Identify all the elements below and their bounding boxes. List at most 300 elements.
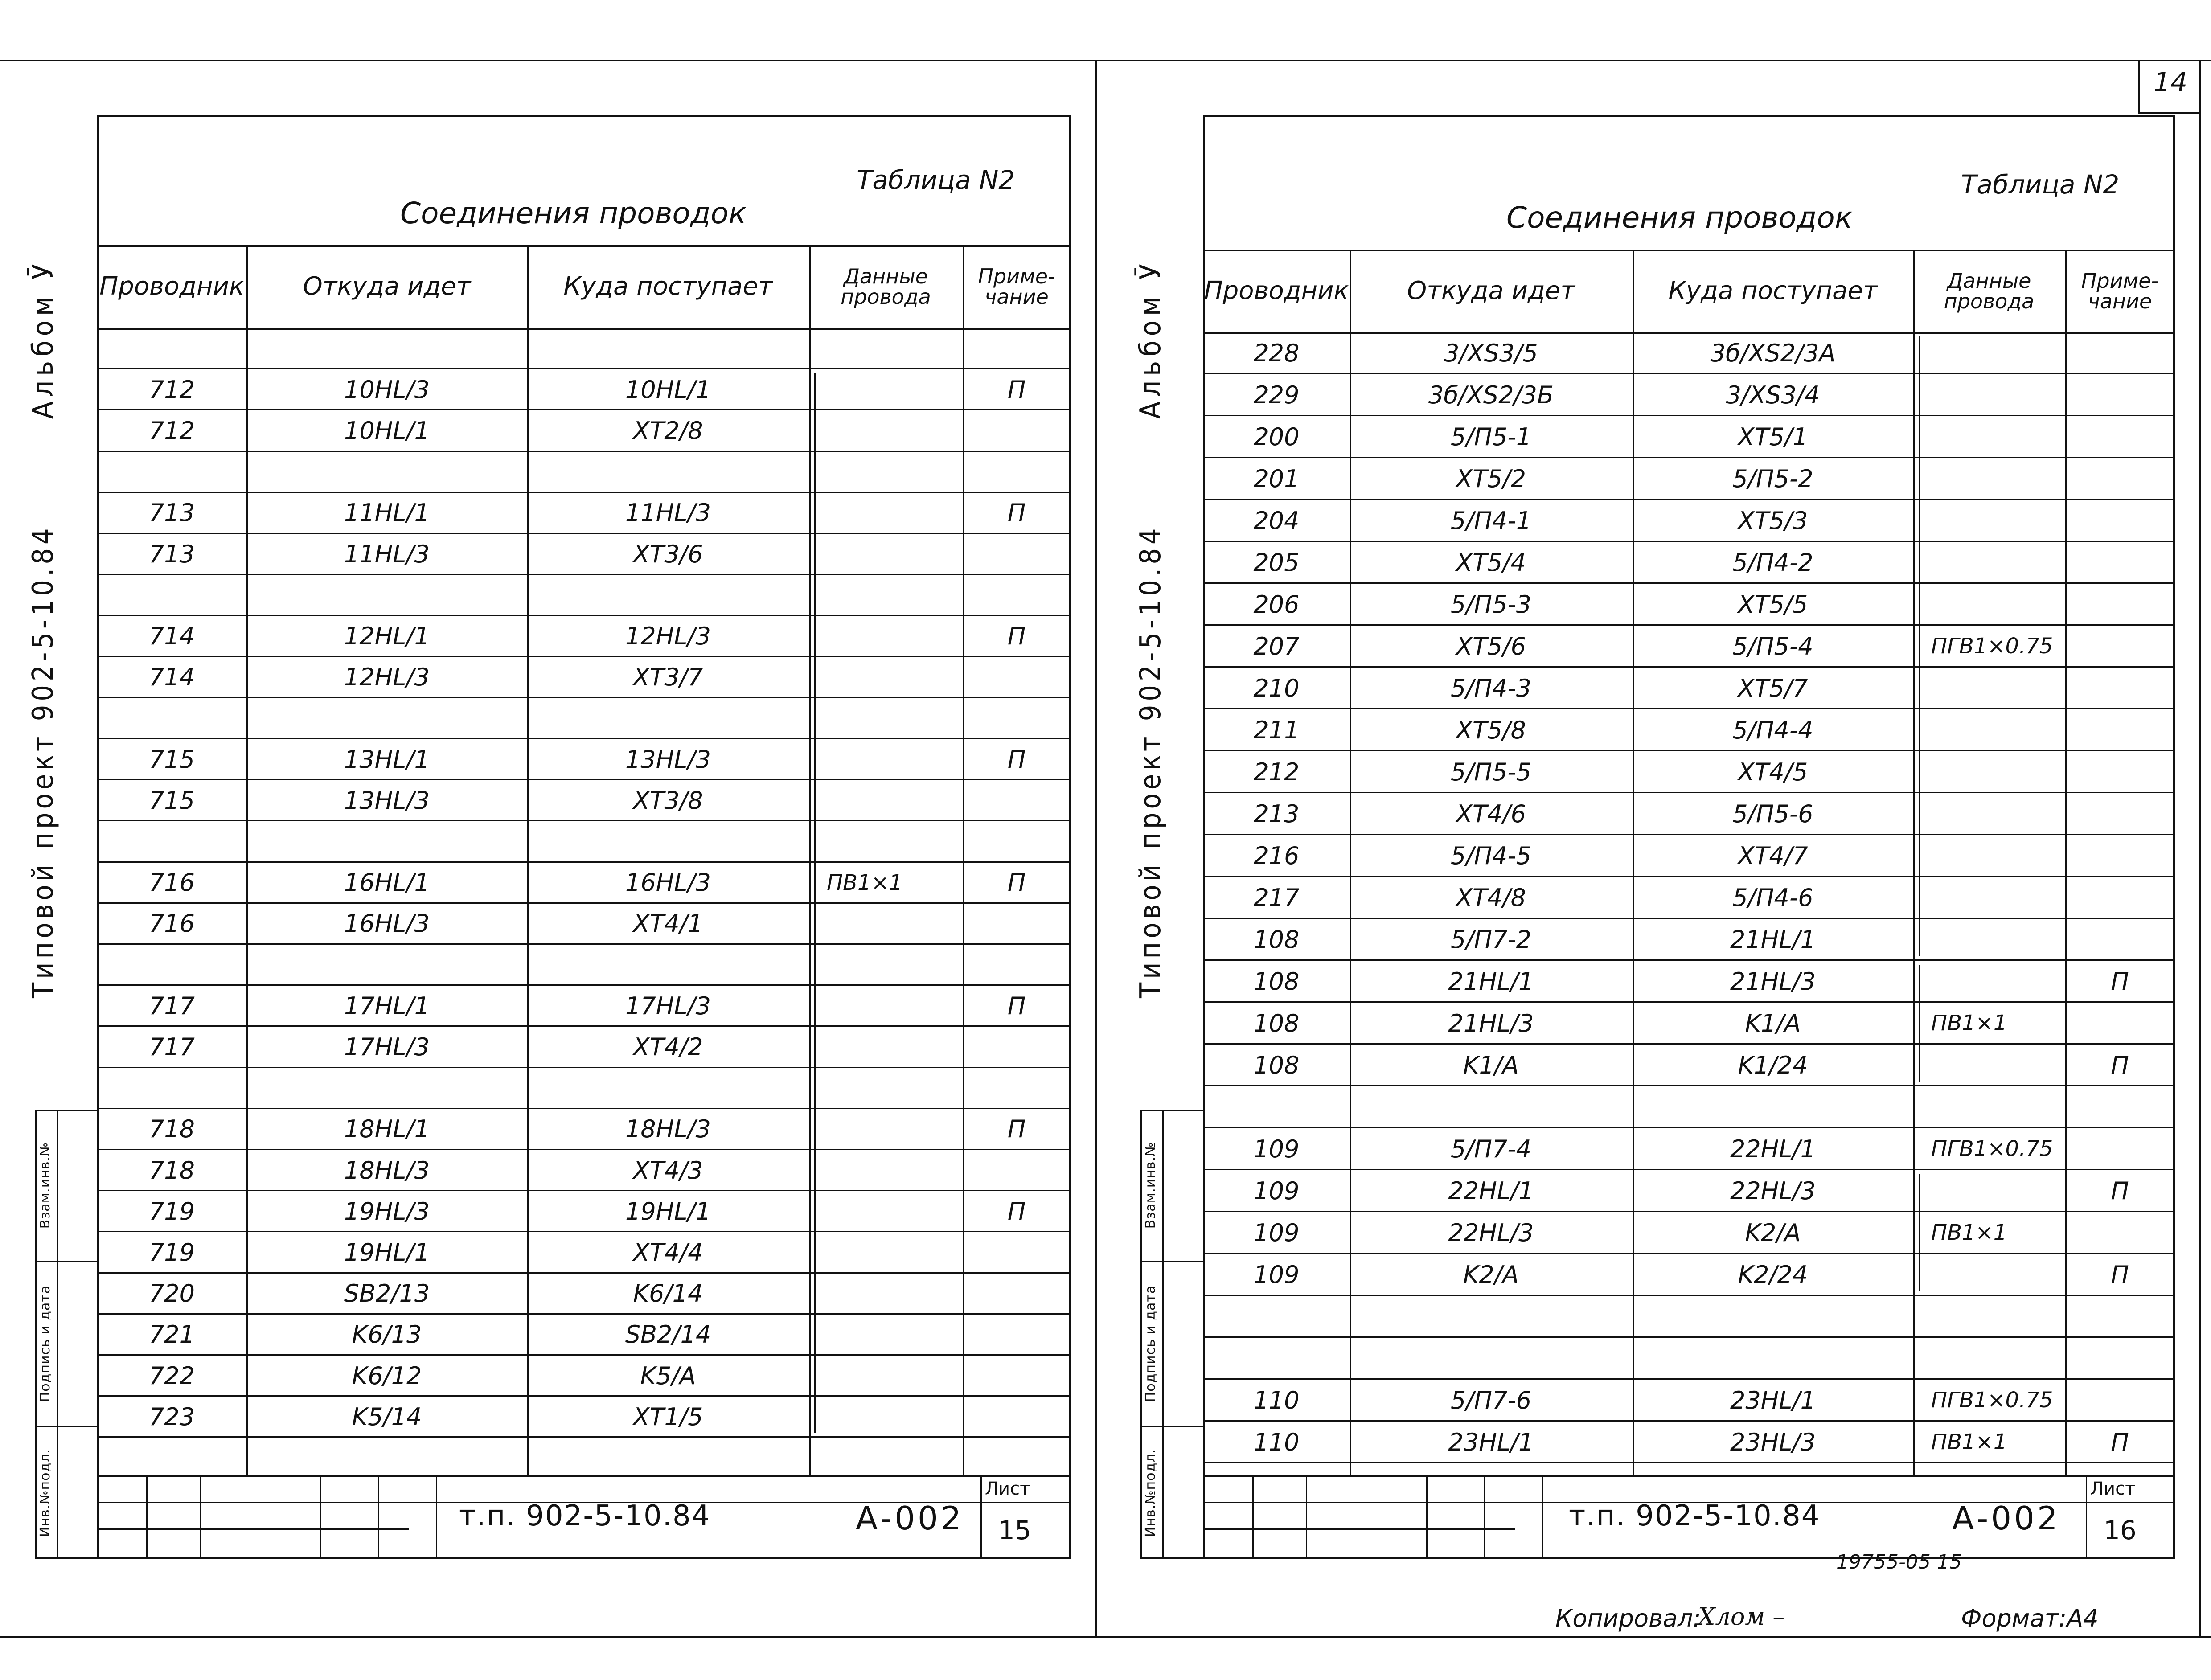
cell-wire: 109	[1253, 1176, 1300, 1205]
cell-data	[827, 739, 963, 780]
footer-cell-divider	[1252, 1475, 1254, 1557]
grouping-brace	[809, 373, 816, 1433]
sheet-code: А-002	[1952, 1500, 2060, 1537]
cell-from: 12HL/1	[344, 622, 430, 650]
cell-from: 10HL/1	[344, 416, 430, 445]
cell-data	[1931, 835, 2065, 877]
cell-data	[827, 1314, 963, 1355]
cell-wire: 110	[1253, 1386, 1300, 1414]
cell-to: 17HL/3	[625, 992, 711, 1020]
cell-from: 23HL/1	[1448, 1428, 1534, 1456]
cell-from: 5/П5-5	[1450, 758, 1532, 786]
cell-to: 22HL/3	[1730, 1176, 1816, 1205]
cell-data	[827, 657, 963, 698]
cell-note	[963, 698, 1071, 739]
footer-line	[97, 1528, 409, 1530]
table-number-label: Таблица N2	[1961, 169, 2120, 200]
table-title: Соединения проводок	[400, 196, 747, 230]
cell-from: 21HL/3	[1448, 1009, 1534, 1037]
cell-from	[1350, 1337, 1633, 1379]
cell-note	[963, 780, 1071, 821]
cell-to	[527, 698, 809, 739]
side-album-label: Альбом Ӯ	[27, 259, 60, 419]
cell-wire: 719	[148, 1197, 195, 1225]
cell-note	[2065, 541, 2175, 583]
cell-to: XT4/2	[633, 1033, 703, 1061]
footer-cell-divider	[320, 1475, 321, 1557]
cell-note: П	[1007, 499, 1026, 527]
cell-data: ПВ1×1	[827, 870, 903, 895]
column-header-1: Откуда идет	[303, 272, 471, 301]
cell-wire: 722	[148, 1361, 195, 1390]
cell-data	[827, 369, 963, 410]
side-project-label: Типовой проект 902-5-10.84	[1134, 524, 1167, 998]
stamp-divider	[35, 1110, 97, 1111]
cell-wire: 206	[1253, 590, 1300, 619]
cell-from	[246, 328, 527, 369]
stamp-inner	[1162, 1110, 1164, 1557]
cell-wire: 713	[148, 540, 195, 568]
cell-from: 11HL/1	[344, 499, 430, 527]
cell-from: XT4/8	[1456, 883, 1526, 912]
cell-note: П	[1007, 1115, 1026, 1143]
cell-to: 11HL/3	[625, 499, 711, 527]
cell-wire: 108	[1253, 1009, 1300, 1037]
cell-wire: 717	[148, 1033, 195, 1061]
cell-note	[963, 1314, 1071, 1355]
cell-data	[1931, 458, 2065, 500]
stamp-label: Инв.№подл.	[37, 1449, 53, 1537]
cell-from: 18HL/1	[344, 1115, 430, 1143]
cell-to: 5/П5-2	[1732, 464, 1813, 493]
cell-data	[827, 1109, 963, 1150]
side-project-label: Типовой проект 902-5-10.84	[27, 524, 60, 998]
sheet-label: Лист	[985, 1479, 1030, 1499]
doc-code: т.п. 902-5-10.84	[459, 1500, 711, 1532]
cell-from: K2/А	[1463, 1260, 1519, 1289]
footer-cell-divider	[146, 1475, 148, 1557]
cell-data	[1931, 960, 2065, 1002]
cell-note	[963, 1026, 1071, 1067]
cell-to: XT5/5	[1738, 590, 1808, 619]
cell-note	[2065, 1212, 2175, 1254]
cell-note	[2065, 500, 2175, 541]
cell-wire: 716	[148, 869, 195, 897]
cell-note: П	[2111, 1051, 2129, 1079]
cell-from: 3/XS3/5	[1444, 339, 1538, 367]
cell-note	[963, 410, 1071, 451]
cell-wire: 712	[148, 375, 195, 404]
cell-wire: 717	[148, 992, 195, 1020]
cell-to	[527, 1068, 809, 1109]
cell-data	[1931, 1086, 2065, 1128]
cell-to: SB2/14	[625, 1320, 711, 1349]
cell-wire: 723	[148, 1402, 195, 1431]
cell-to: XT1/5	[633, 1402, 703, 1431]
cell-wire: 721	[148, 1320, 195, 1349]
cell-note	[2065, 1086, 2175, 1128]
cell-data	[1931, 751, 2065, 793]
column-header-0: Проводник	[1204, 276, 1349, 305]
cell-wire: 108	[1253, 1051, 1300, 1079]
cell-wire: 108	[1253, 925, 1300, 954]
cell-from: K1/А	[1463, 1051, 1519, 1079]
cell-from: XT5/8	[1456, 716, 1526, 744]
cell-from: 5/П4-1	[1450, 506, 1532, 535]
cell-from	[246, 574, 527, 615]
cell-wire: 109	[1253, 1218, 1300, 1247]
cell-from: K5/14	[352, 1402, 422, 1431]
cell-from: 22HL/3	[1448, 1218, 1534, 1247]
footer-line	[1203, 1528, 1515, 1530]
cell-to: 5/П4-4	[1732, 716, 1813, 744]
cell-to: K6/14	[633, 1279, 703, 1308]
cell-note	[2065, 835, 2175, 877]
cell-note: П	[2111, 1428, 2129, 1456]
column-header-1: Откуда идет	[1407, 276, 1575, 305]
footer-sheet-label-line	[2086, 1502, 2157, 1503]
cell-note	[2065, 1295, 2175, 1337]
cell-from: 22HL/1	[1448, 1176, 1534, 1205]
table-number-label: Таблица N2	[857, 165, 1015, 195]
cell-note	[2065, 709, 2175, 751]
cell-to: K1/А	[1745, 1009, 1801, 1037]
stamp-divider	[1140, 1426, 1203, 1427]
cell-data	[1931, 1170, 2065, 1212]
sheet-center-fold	[1095, 60, 1097, 1637]
stamp-divider	[1140, 1110, 1203, 1111]
cell-wire	[97, 328, 246, 369]
cell-wire: 719	[148, 1238, 195, 1266]
footer-cell-divider	[378, 1475, 379, 1557]
cell-data	[1931, 374, 2065, 416]
column-header-3: Данные провода	[1944, 268, 2035, 313]
cell-from: 16HL/1	[344, 869, 430, 897]
cell-from: 13HL/1	[344, 745, 430, 774]
cell-wire: 211	[1253, 716, 1300, 744]
cell-wire: 212	[1253, 758, 1300, 786]
cell-wire: 715	[148, 786, 195, 815]
cell-from: 5/П7-6	[1450, 1386, 1532, 1414]
cell-to: 12HL/3	[625, 622, 711, 650]
stamp-bottom	[1140, 1557, 1203, 1559]
cell-wire: 210	[1253, 674, 1300, 702]
cell-from: 11HL/3	[344, 540, 430, 568]
cell-note: П	[1007, 622, 1026, 650]
cell-data	[827, 944, 963, 985]
cell-to: 22HL/1	[1730, 1135, 1816, 1163]
cell-data: ПВ1×1	[1931, 1220, 2007, 1245]
footer-cell-divider	[1306, 1475, 1307, 1557]
cell-from: 5/П7-4	[1450, 1135, 1532, 1163]
cell-data	[1931, 500, 2065, 541]
cell-note	[2065, 793, 2175, 835]
stamp-divider	[35, 1426, 97, 1427]
frame-top	[97, 115, 1071, 117]
cell-data	[827, 533, 963, 574]
cell-data	[827, 451, 963, 492]
frame-top	[1203, 115, 2175, 117]
cell-note	[963, 1396, 1071, 1437]
cell-from: 12HL/3	[344, 663, 430, 692]
cell-from: 17HL/1	[344, 992, 430, 1020]
cell-data	[1931, 1295, 2065, 1337]
cell-note	[2065, 877, 2175, 918]
cell-wire	[1203, 1295, 1350, 1337]
cell-from: 21HL/1	[1448, 967, 1534, 996]
cell-wire: 110	[1253, 1428, 1300, 1456]
cell-data	[1931, 1044, 2065, 1086]
stamp-divider	[1140, 1261, 1203, 1262]
cell-data	[1931, 709, 2065, 751]
cell-wire: 205	[1253, 548, 1300, 577]
cell-note	[963, 903, 1071, 944]
cell-wire: 716	[148, 910, 195, 938]
sheet-top-border	[0, 60, 2211, 61]
grouping-brace	[1913, 965, 1920, 1082]
cell-to	[1633, 1086, 1913, 1128]
cell-data	[1931, 1254, 2065, 1295]
cell-wire: 108	[1253, 967, 1300, 996]
cell-to: 23HL/3	[1730, 1428, 1816, 1456]
cell-from: XT4/6	[1456, 799, 1526, 828]
cell-to	[527, 451, 809, 492]
cell-to	[1633, 1295, 1913, 1337]
stamp-label: Подпись и дата	[1143, 1285, 1158, 1402]
cell-note	[963, 1232, 1071, 1273]
footer-sheet-divider	[980, 1475, 982, 1557]
sheet-right-border	[2199, 60, 2201, 1637]
cell-note: П	[1007, 992, 1026, 1020]
cell-to: 5/П5-4	[1732, 632, 1813, 660]
cell-data: ПВ1×1	[1931, 1011, 2007, 1036]
cell-data: ПВ1×1	[1931, 1430, 2007, 1455]
cell-note	[963, 821, 1071, 862]
cell-data	[1931, 583, 2065, 625]
format-label: Формат:А4	[1961, 1604, 2099, 1632]
cell-data	[827, 780, 963, 821]
cell-data	[827, 1068, 963, 1109]
cell-note: П	[1007, 745, 1026, 774]
stamp-label: Инв.№подл.	[1143, 1449, 1158, 1537]
cell-data	[827, 574, 963, 615]
cell-note	[963, 657, 1071, 698]
cell-note: П	[1007, 869, 1026, 897]
cell-data	[827, 1396, 963, 1437]
footer-top-line	[1203, 1475, 2175, 1477]
cell-to: XT5/1	[1738, 422, 1808, 451]
column-header-4: Приме-чание	[978, 264, 1055, 309]
cell-from: 5/П5-3	[1450, 590, 1532, 619]
cell-from: 19HL/3	[344, 1197, 430, 1225]
cell-data	[827, 410, 963, 451]
grouping-brace	[1913, 1174, 1920, 1291]
cell-to: 3/XS3/4	[1726, 381, 1820, 409]
cell-data	[827, 821, 963, 862]
cell-from: 5/П7-2	[1450, 925, 1532, 954]
cell-from: SB2/13	[344, 1279, 430, 1308]
stamp-left	[1140, 1110, 1142, 1557]
footer-cell-divider	[436, 1475, 437, 1557]
cell-data	[827, 985, 963, 1026]
cell-note	[2065, 918, 2175, 960]
cell-note	[2065, 583, 2175, 625]
stamp-label: Подпись и дата	[37, 1285, 53, 1402]
cell-data	[827, 1232, 963, 1273]
cell-note	[2065, 625, 2175, 667]
cell-wire: 718	[148, 1156, 195, 1184]
cell-from	[246, 451, 527, 492]
cell-from	[1350, 1295, 1633, 1337]
sheet-page-number: 15	[998, 1515, 1031, 1545]
cell-to: XT3/6	[633, 540, 703, 568]
cell-data	[1931, 667, 2065, 709]
cell-wire	[97, 1068, 246, 1109]
cell-to: K5/A	[640, 1361, 696, 1390]
cell-from: XT5/4	[1456, 548, 1526, 577]
cell-data	[827, 492, 963, 533]
cell-note	[963, 944, 1071, 985]
cell-wire	[97, 698, 246, 739]
cell-to: K2/24	[1738, 1260, 1808, 1289]
stamp-label: Взам.инв.№	[1143, 1142, 1158, 1229]
cell-wire: 715	[148, 745, 195, 774]
doc-code: т.п. 902-5-10.84	[1569, 1500, 1821, 1532]
sheet-label: Лист	[2090, 1479, 2136, 1499]
cell-note	[963, 451, 1071, 492]
cell-to: XT3/7	[633, 663, 703, 692]
footer-cell-divider	[1542, 1475, 1543, 1557]
cell-note	[2065, 1128, 2175, 1170]
cell-to: K2/А	[1745, 1218, 1801, 1247]
cell-note	[2065, 458, 2175, 500]
cell-to	[527, 821, 809, 862]
cell-from: 5/П4-5	[1450, 841, 1532, 870]
cell-data	[827, 1191, 963, 1232]
cell-to: XT4/7	[1738, 841, 1808, 870]
cell-from: 18HL/3	[344, 1156, 430, 1184]
cell-wire: 718	[148, 1115, 195, 1143]
cell-to	[527, 944, 809, 985]
sheet-number-box-left	[2138, 60, 2140, 113]
cell-to: K1/24	[1738, 1051, 1808, 1079]
column-header-2: Куда поступает	[1668, 276, 1878, 305]
column-header-0: Проводник	[99, 272, 244, 301]
cell-data	[827, 328, 963, 369]
cell-note	[963, 533, 1071, 574]
cell-to: 18HL/3	[625, 1115, 711, 1143]
cell-wire: 714	[148, 622, 195, 650]
footer-cell-divider	[1484, 1475, 1485, 1557]
cell-wire	[97, 574, 246, 615]
cell-data	[1931, 416, 2065, 458]
footer-cell-divider	[1426, 1475, 1428, 1557]
cell-data	[1931, 793, 2065, 835]
cell-data	[1931, 877, 2065, 918]
cell-note: П	[1007, 1197, 1026, 1225]
cell-data	[827, 1273, 963, 1314]
order-number: 19755-05 15	[1836, 1551, 1962, 1573]
copied-signature: Хлом –	[1698, 1602, 1785, 1631]
sheet-code: А-002	[856, 1500, 964, 1537]
cell-to: XT4/4	[633, 1238, 703, 1266]
cell-from: 3б/XS2/3Б	[1428, 381, 1554, 409]
cell-note	[2065, 374, 2175, 416]
cell-wire: 216	[1253, 841, 1300, 870]
footer-cell-divider	[200, 1475, 201, 1557]
stamp-label: Взам.инв.№	[37, 1142, 53, 1229]
cell-data: ПГВ1×0.75	[1931, 1136, 2053, 1161]
side-album-label: Альбом Ӯ	[1134, 259, 1167, 419]
cell-wire: 201	[1253, 464, 1300, 493]
cell-wire: 714	[148, 663, 195, 692]
column-header-2: Куда поступает	[563, 272, 773, 301]
sheet-number: 14	[2153, 67, 2188, 98]
cell-to: 3б/XS2/3А	[1710, 339, 1836, 367]
cell-data	[1931, 1337, 2065, 1379]
cell-note	[963, 1068, 1071, 1109]
frame-bottom	[1203, 1557, 2175, 1559]
cell-from	[1350, 1086, 1633, 1128]
cell-from: 13HL/3	[344, 786, 430, 815]
cell-wire: 229	[1253, 381, 1300, 409]
footer-top-line	[97, 1475, 1071, 1477]
cell-to: 13HL/3	[625, 745, 711, 774]
stamp-left	[35, 1110, 37, 1557]
cell-to	[1633, 1337, 1913, 1379]
cell-data	[1931, 332, 2065, 374]
cell-to: 5/П4-2	[1732, 548, 1813, 577]
cell-wire: 200	[1253, 422, 1300, 451]
cell-note	[2065, 332, 2175, 374]
cell-note	[963, 1273, 1071, 1314]
frame-bottom	[97, 1557, 1071, 1559]
cell-wire	[97, 821, 246, 862]
cell-data	[827, 903, 963, 944]
copied-label: Копировал:	[1555, 1604, 1701, 1632]
cell-from	[246, 944, 527, 985]
cell-from: XT5/2	[1456, 464, 1526, 493]
cell-to	[527, 574, 809, 615]
cell-from: 17HL/3	[344, 1033, 430, 1061]
stamp-inner	[57, 1110, 58, 1557]
cell-data: ПГВ1×0.75	[1931, 1388, 2053, 1413]
cell-note: П	[2111, 1260, 2129, 1289]
cell-wire: 207	[1253, 632, 1300, 660]
cell-from: 19HL/1	[344, 1238, 430, 1266]
cell-note	[963, 1355, 1071, 1396]
cell-wire: 712	[148, 416, 195, 445]
cell-data	[827, 615, 963, 656]
cell-from	[246, 698, 527, 739]
cell-note	[2065, 416, 2175, 458]
table-title: Соединения проводок	[1506, 201, 1853, 235]
cell-from: K6/12	[352, 1361, 422, 1390]
cell-wire: 213	[1253, 799, 1300, 828]
cell-note: П	[2111, 1176, 2129, 1205]
sheet-page-number: 16	[2104, 1515, 2137, 1545]
cell-wire: 204	[1253, 506, 1300, 535]
cell-note: П	[1007, 375, 1026, 404]
cell-data	[1931, 541, 2065, 583]
cell-to: XT2/8	[633, 416, 703, 445]
stamp-divider	[35, 1261, 97, 1262]
cell-from	[246, 821, 527, 862]
cell-note	[963, 328, 1071, 369]
cell-wire	[1203, 1086, 1350, 1128]
footer-sheet-divider	[2086, 1475, 2087, 1557]
cell-wire: 713	[148, 499, 195, 527]
